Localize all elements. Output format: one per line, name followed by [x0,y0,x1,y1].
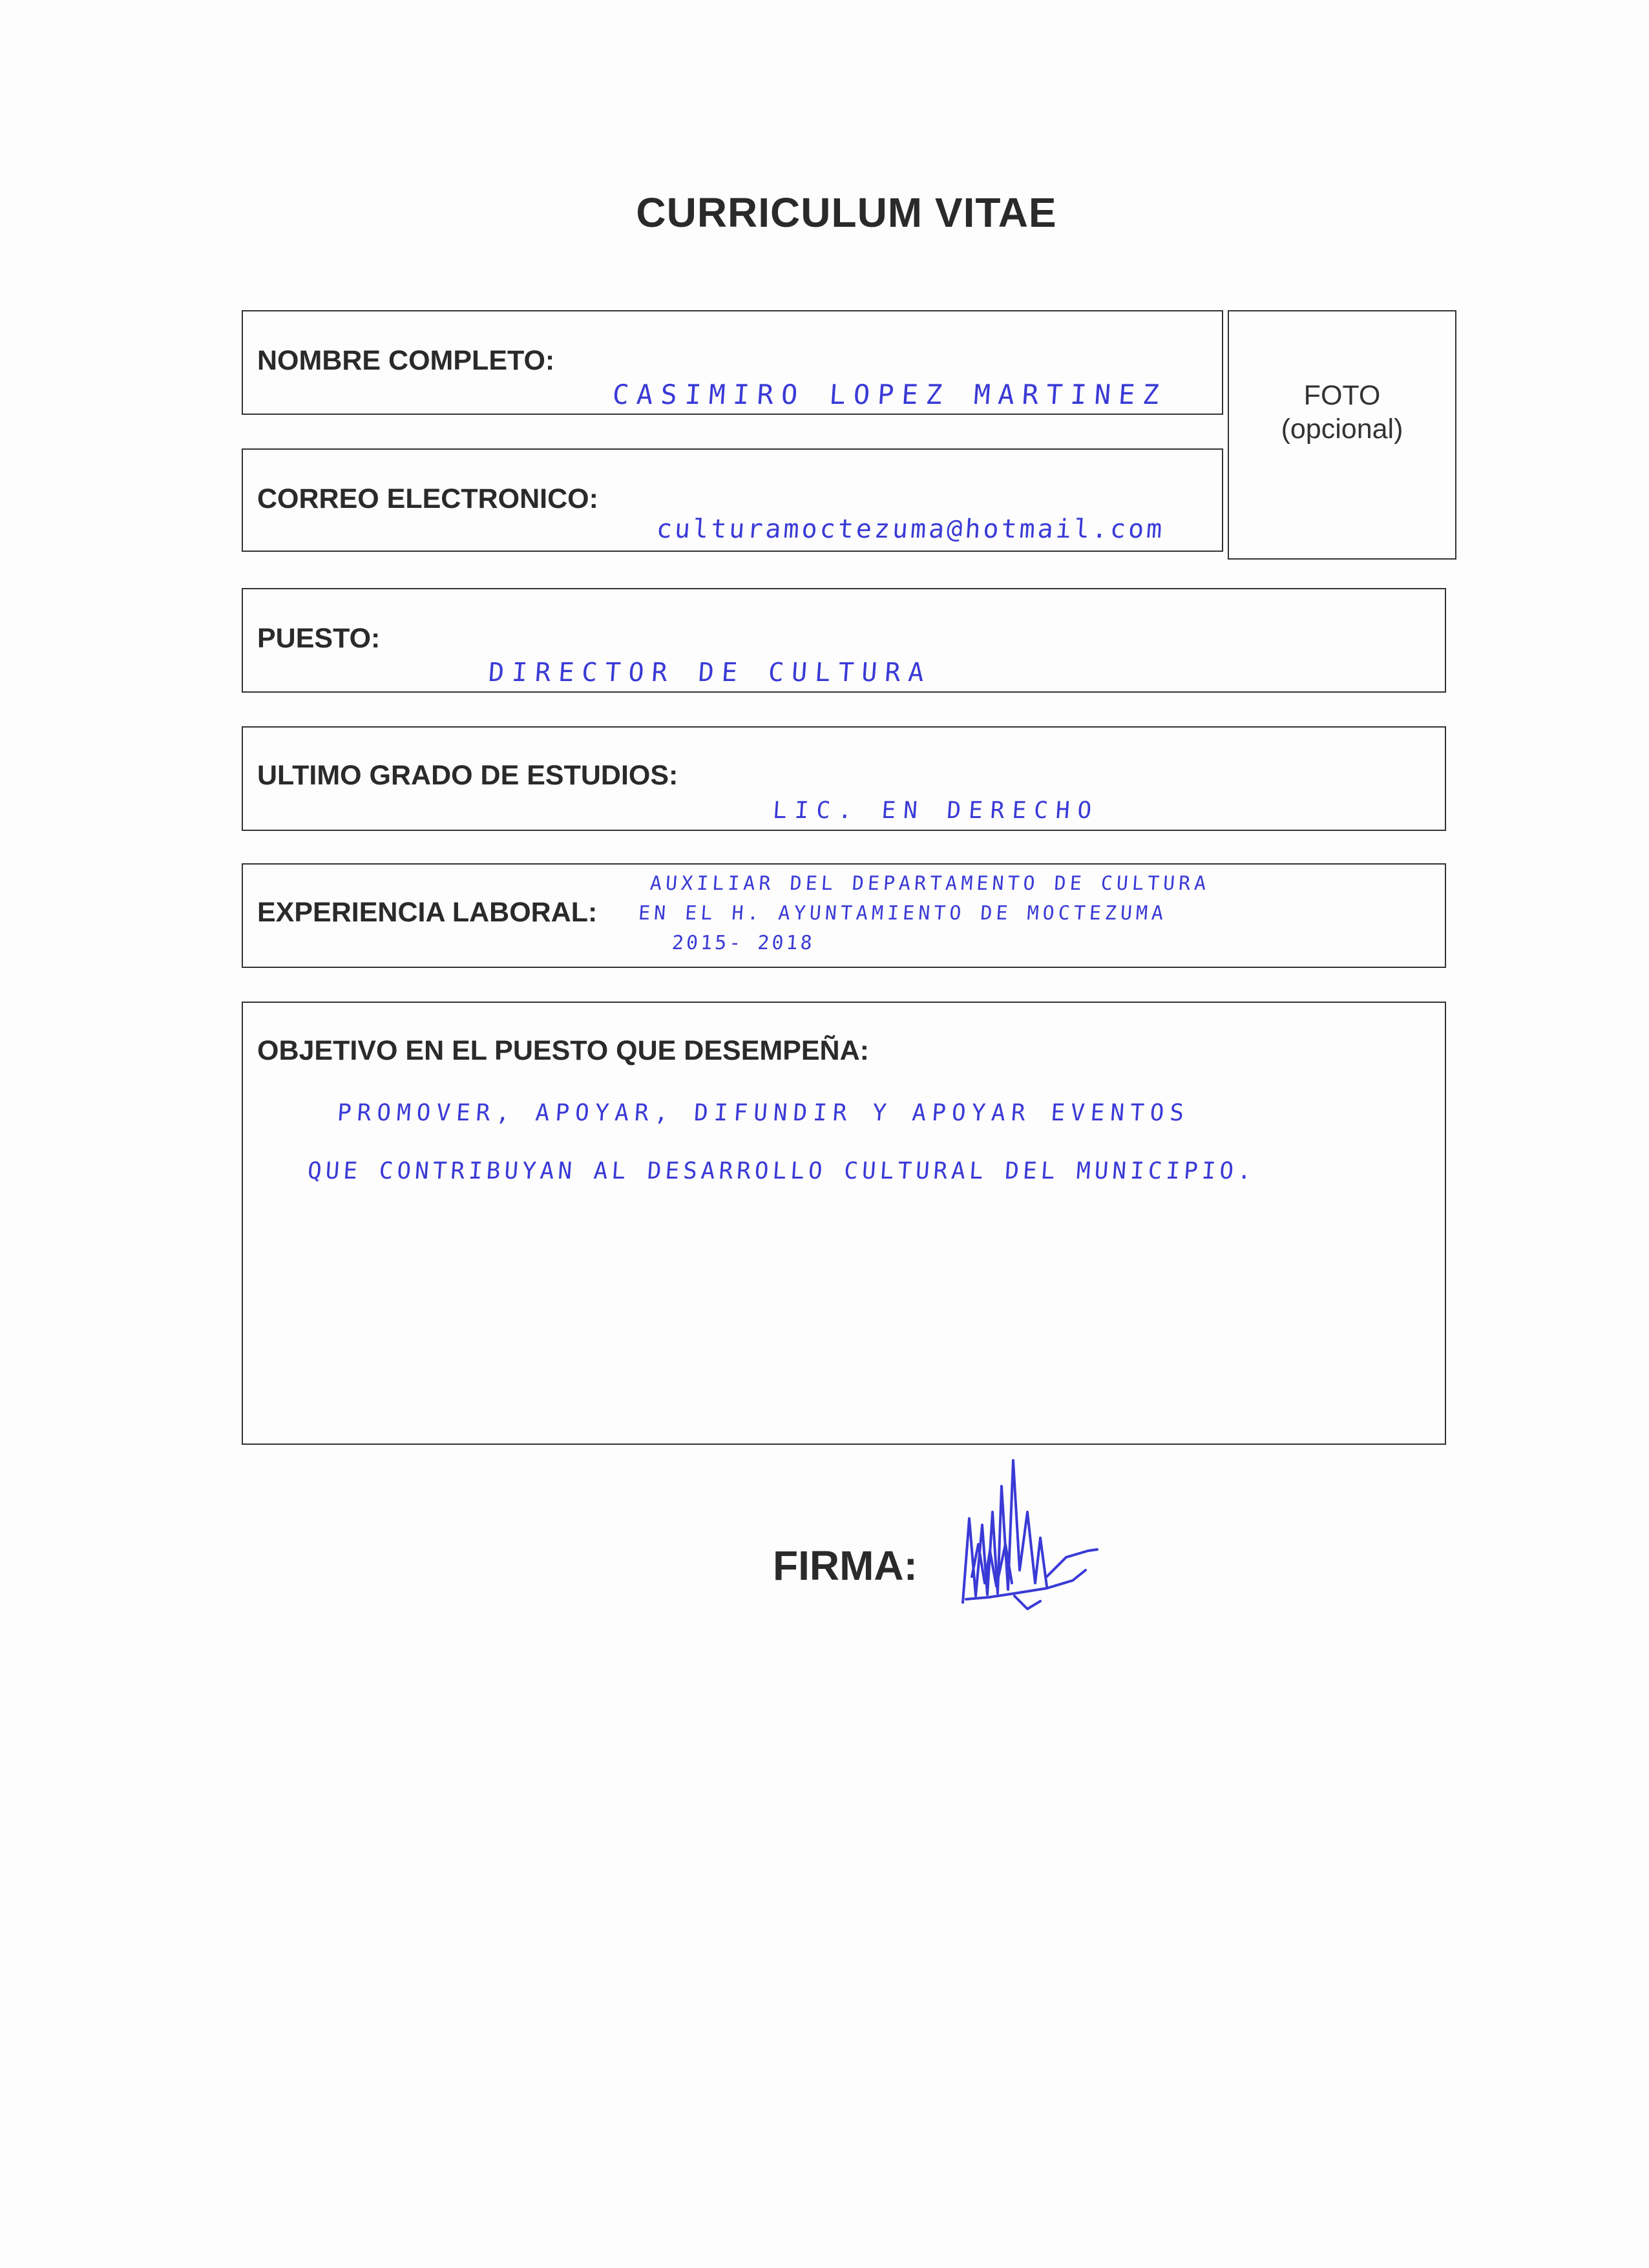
firma-label: FIRMA: [773,1542,918,1589]
nombre-box [242,310,1223,415]
objetivo-line-1: PROMOVER, APOYAR, DIFUNDIR Y APOYAR EVENTOS [336,1100,1191,1126]
foto-label: FOTO [1303,380,1381,411]
foto-box [1228,310,1456,560]
correo-box [242,448,1223,552]
foto-placeholder [1229,379,1455,446]
estudios-label: ULTIMO GRADO DE ESTUDIOS: [257,760,678,791]
correo-label: CORREO ELECTRONICO: [257,483,598,514]
experiencia-box [242,863,1446,968]
experiencia-line-1: AUXILIAR DEL DEPARTAMENTO DE CULTURA [649,872,1211,895]
experiencia-label: EXPERIENCIA LABORAL: [257,897,598,928]
nombre-value: CASIMIRO LOPEZ MARTINEZ [611,379,1168,410]
puesto-label: PUESTO: [257,623,381,654]
objetivo-box [242,1002,1446,1445]
signature [950,1447,1105,1622]
foto-optional-label: (opcional) [1281,414,1403,445]
document-title: CURRICULUM VITAE [636,189,1057,236]
objetivo-line-2: QUE CONTRIBUYAN AL DESARROLLO CULTURAL DEL MUNICIPIO. [306,1158,1257,1184]
puesto-value: DIRECTOR DE CULTURA [487,658,933,688]
experiencia-line-3: 2015- 2018 [671,932,815,954]
nombre-label: NOMBRE COMPLETO: [257,345,555,376]
experiencia-line-2: EN EL H. AYUNTAMIENTO DE MOCTEZUMA [637,902,1168,925]
puesto-box [242,588,1446,693]
estudios-value: LIC. EN DERECHO [772,797,1100,824]
objetivo-label: OBJETIVO EN EL PUESTO QUE DESEMPEÑA: [257,1035,869,1066]
estudios-box [242,726,1446,831]
correo-value: culturamoctezuma@hotmail.com [655,514,1166,544]
